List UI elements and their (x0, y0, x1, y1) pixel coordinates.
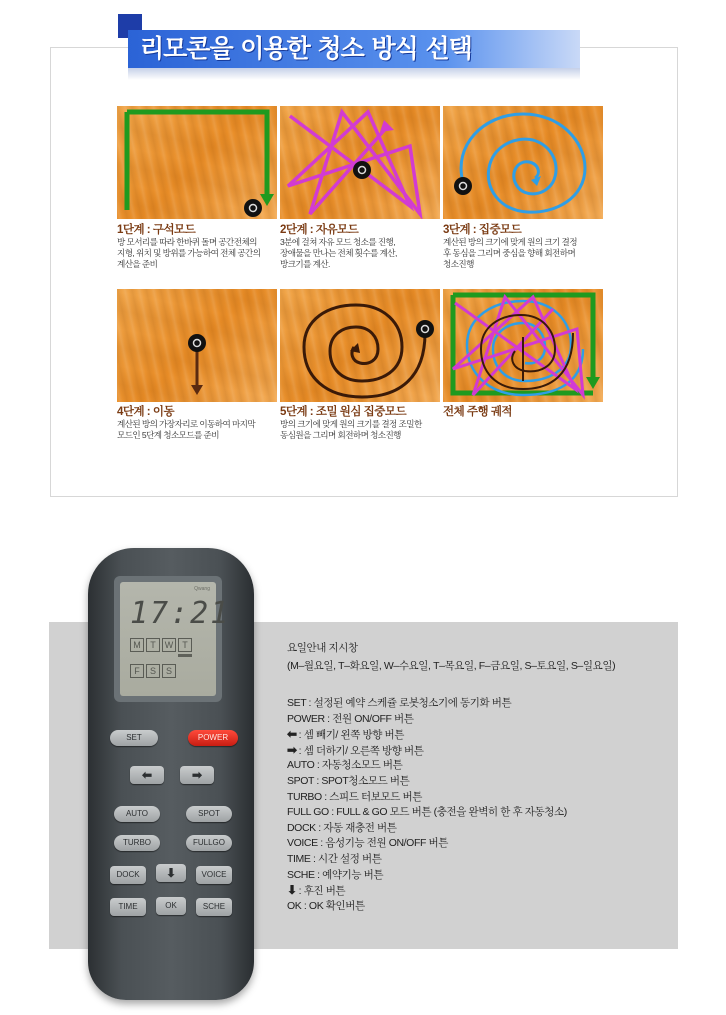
mode-title: 5단계 : 조밀 원심 집중모드 (280, 406, 407, 418)
ok-button[interactable]: OK (156, 897, 186, 915)
legend-item (287, 821, 707, 837)
mode-desc-line: 방의 크기에 맞게 원의 크기를 결정 조밀한 (280, 419, 422, 429)
lcd-days-row1 (130, 638, 192, 652)
lcd-time: 17:21 (130, 596, 231, 631)
left-arrow-button[interactable] (130, 766, 164, 784)
mode-desc-line: 계산된 방의 크기에 맞게 원의 크기 결정 (443, 237, 577, 247)
legend-item (287, 868, 707, 884)
legend-text: OK : OK 확인버튼 (287, 899, 365, 912)
right-arrow-icon: ➡ (191, 768, 203, 782)
mode-desc-line: 지형, 위치 및 방위를 가능하여 전체 공간의 (117, 248, 261, 258)
legend-item (287, 836, 707, 852)
lcd-day: W (162, 638, 176, 652)
legend-item (287, 899, 707, 915)
mode-title: 1단계 : 구석모드 (117, 224, 196, 236)
legend-text: POWER : 전원 ON/OFF 버튼 (287, 712, 414, 725)
legend-text: : 셈 더하기/ 오른쪽 방향 버튼 (298, 744, 424, 757)
lcd-frame (114, 576, 231, 702)
legend-day-header (287, 639, 707, 675)
lcd-day: T (178, 638, 192, 652)
legend-item (287, 758, 707, 774)
set-button[interactable]: SET (110, 730, 158, 746)
lcd-brand: Qwang (194, 586, 210, 592)
down-arrow-icon: ⬇ (287, 883, 297, 898)
legend-text: TURBO : 스피드 터보모드 버튼 (287, 790, 423, 803)
legend-item (287, 805, 707, 821)
mode-caption-4 (117, 405, 285, 441)
left-arrow-icon: ⬅ (287, 727, 297, 742)
mode-image-move (117, 289, 277, 402)
section-title: 리모콘을 이용한 청소 방식 선택 (140, 34, 472, 63)
legend-text: AUTO : 자동청소모드 버튼 (287, 759, 403, 772)
legend-item (287, 727, 707, 743)
right-arrow-button[interactable] (180, 766, 214, 784)
legend-text: DOCK : 자동 재충전 버튼 (287, 821, 397, 834)
mode-title: 4단계 : 이동 (117, 406, 175, 418)
mode-desc-line: 장애물을 만나는 전체 횟수를 계산, (280, 248, 397, 258)
auto-button[interactable]: AUTO (114, 806, 160, 822)
fullgo-button[interactable]: FULLGO (186, 835, 232, 851)
mode-image-full-trajectory (443, 289, 603, 402)
mode-desc-line: 모드인 5단계 청소모드를 준비 (117, 430, 219, 440)
right-arrow-icon: ➡ (287, 742, 297, 757)
legend-item (287, 790, 707, 806)
mode-image-dense-spiral (280, 289, 440, 402)
turbo-button[interactable]: TURBO (114, 835, 160, 851)
time-button[interactable]: TIME (110, 898, 146, 916)
legend-text: FULL GO : FULL & GO 모드 버튼 (충전을 완벽히 한 후 자동청소) (287, 806, 567, 819)
mode-title: 전체 주행 궤적 (443, 406, 513, 418)
mode-desc-line: 3분에 걸쳐 자유 모드 청소를 진행, (280, 237, 396, 247)
legend-text: TIME : 시간 설정 버튼 (287, 852, 382, 865)
legend-text: SET : 설정된 예약 스케쥴 로봇청소기에 동기화 버튼 (287, 697, 512, 709)
mode-title: 3단계 : 집중모드 (443, 224, 522, 236)
legend-text: : 후진 버튼 (298, 885, 346, 898)
legend-text: SCHE : 예약기능 버튼 (287, 868, 384, 881)
legend-button-list (287, 696, 707, 914)
spot-button[interactable]: SPOT (186, 806, 232, 822)
left-arrow-icon: ⬅ (141, 768, 153, 782)
mode-title: 2단계 : 자유모드 (280, 224, 359, 236)
legend-item (287, 883, 707, 899)
down-arrow-button[interactable] (156, 864, 186, 882)
mode-desc-line: 방 모서리를 따라 한바퀴 돌며 공간전체의 (117, 237, 257, 247)
sche-button[interactable]: SCHE (196, 898, 232, 916)
mode-caption-5 (280, 405, 448, 441)
legend-item (287, 712, 707, 728)
down-arrow-icon: ⬇ (165, 866, 177, 880)
lcd-indicator (178, 654, 192, 657)
mode-caption-6 (443, 405, 611, 419)
legend-item (287, 774, 707, 790)
legend-day-list: (M–월요일, T–화요일, W–수요일, T–목요일, F–금요일, S–토요일, S–일요일) (287, 660, 616, 672)
mode-desc-line: 계산을 준비 (117, 259, 158, 269)
mode-image-focus (443, 106, 603, 219)
dock-button[interactable]: DOCK (110, 866, 146, 884)
legend-text: VOICE : 음성기능 전원 ON/OFF 버튼 (287, 837, 448, 850)
lcd-day: S (146, 664, 160, 678)
mode-image-free (280, 106, 440, 219)
lcd-days-row2 (130, 664, 176, 678)
mode-desc-line: 동심원을 그리며 회전하며 청소진행 (280, 430, 401, 440)
lcd-day: S (162, 664, 176, 678)
lcd-day: M (130, 638, 144, 652)
legend-item (287, 852, 707, 868)
mode-caption-2 (280, 223, 448, 270)
mode-image-corner (117, 106, 277, 219)
lcd-day: T (146, 638, 160, 652)
legend-text: : 셈 빼기/ 왼쪽 방향 버튼 (298, 729, 404, 742)
legend-day-title: 요일안내 지시창 (287, 642, 358, 654)
remote-control (88, 548, 254, 1000)
lcd-day: F (130, 664, 144, 678)
legend-item (287, 743, 707, 759)
mode-caption-3 (443, 223, 611, 270)
mode-desc-line: 계산된 방의 가장자리로 이동하여 마지막 (117, 419, 256, 429)
mode-caption-1 (117, 223, 285, 270)
mode-desc-line: 방크기를 계산. (280, 259, 330, 269)
lcd-screen (120, 582, 231, 696)
voice-button[interactable]: VOICE (196, 866, 232, 884)
legend-item (287, 696, 707, 712)
legend-text: SPOT : SPOT청소모드 버튼 (287, 774, 410, 787)
power-button[interactable]: POWER (188, 730, 238, 746)
mode-desc-line: 청소진행 (443, 259, 474, 269)
mode-desc-line: 후 동심을 그리며 중심을 향해 회전하며 (443, 248, 576, 258)
